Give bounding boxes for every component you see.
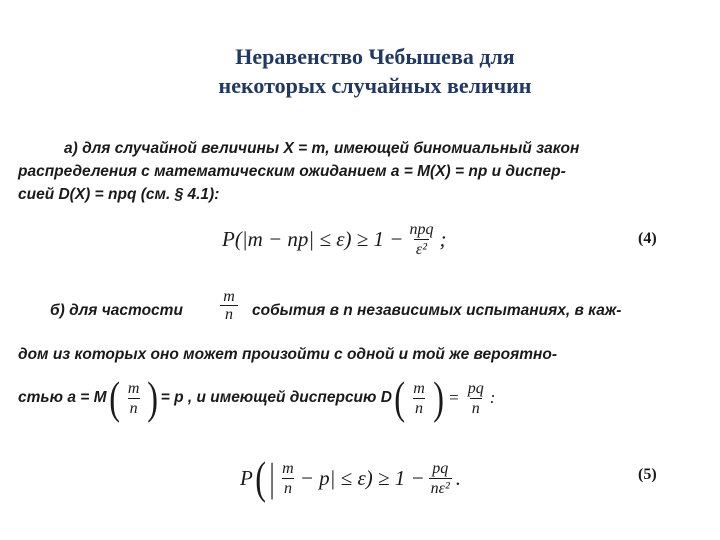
part-b-line-2: дом из которых оно может произойти с одной и той же вероятно- (18, 346, 557, 363)
paren-open-icon: ( (108, 372, 120, 423)
part-b-line-3-mid: = p , и имеющей дисперсию D (160, 389, 392, 406)
abs-bar-icon: | (269, 455, 275, 500)
part-a-line-2: распределения с математическим ожиданием a = M(X) = np и диспер- (18, 163, 566, 180)
formula-4 (222, 213, 446, 265)
formula-5-fraction (280, 460, 296, 497)
formula-4-end: ; (439, 226, 447, 251)
part-a-line-1: а) для случайной величины X = m, имеющей биномиальный закон (64, 140, 580, 157)
line-3-end: : (489, 388, 496, 407)
title-line-1: Неравенство Чебышева для (235, 44, 515, 69)
part-a-line-3: сией D(X) = npq (см. § 4.1): (18, 186, 220, 203)
line-3-rhs-num: pq (467, 379, 484, 397)
line-3-num-1: m (127, 379, 140, 397)
line-3-den-2: n (415, 399, 424, 417)
part-b-line-1-before: б) для частости (50, 302, 183, 319)
formula-5 (240, 446, 461, 510)
formula-4-left: P(|m − np| ≤ ε) ≥ 1 − (222, 226, 404, 251)
line-3-den-1: n (129, 399, 138, 417)
formula-5-frac-num: m (282, 459, 294, 477)
formula-5-rhs-den: nε² (430, 479, 450, 497)
frequency-fraction (220, 288, 238, 323)
frequency-denominator: n (220, 305, 238, 323)
line-3-m-over-n-1 (126, 380, 142, 417)
slide-title (0, 42, 720, 100)
equation-number-5: (5) (638, 466, 657, 483)
paren-close-icon: ) (147, 372, 159, 423)
part-b-line-3 (18, 370, 495, 426)
line-3-num-2: m (413, 379, 425, 397)
title-line-2: некоторых случайных величин (218, 73, 532, 98)
formula-4-fraction (407, 221, 435, 258)
formula-5-rhs-num: pq (432, 459, 449, 477)
formula-5-rhs-fraction (429, 460, 452, 497)
formula-4-numerator: npq (409, 220, 434, 238)
paren-open-icon: ( (255, 452, 266, 503)
part-b-line-1-after: события в n независимых испытаниях, в каж- (252, 302, 622, 319)
frequency-numerator: m (223, 288, 235, 305)
line-3-rhs-fraction (466, 380, 486, 417)
equation-number-4: (4) (638, 230, 657, 247)
line-3-rhs-den: n (471, 399, 480, 417)
paren-close-icon: ) (433, 372, 444, 423)
part-b-line-3-start: стью a = M (18, 389, 107, 406)
formula-5-frac-den: n (283, 479, 292, 497)
equals-sign: = (449, 388, 459, 407)
line-3-m-over-n-2 (411, 380, 427, 417)
formula-5-P: P (240, 465, 253, 490)
formula-5-end: . (455, 465, 462, 490)
paren-open-icon: ( (394, 372, 405, 423)
formula-4-denominator: ε² (415, 240, 427, 258)
formula-5-mid: − p| ≤ ε) ≥ 1 − (299, 465, 425, 490)
